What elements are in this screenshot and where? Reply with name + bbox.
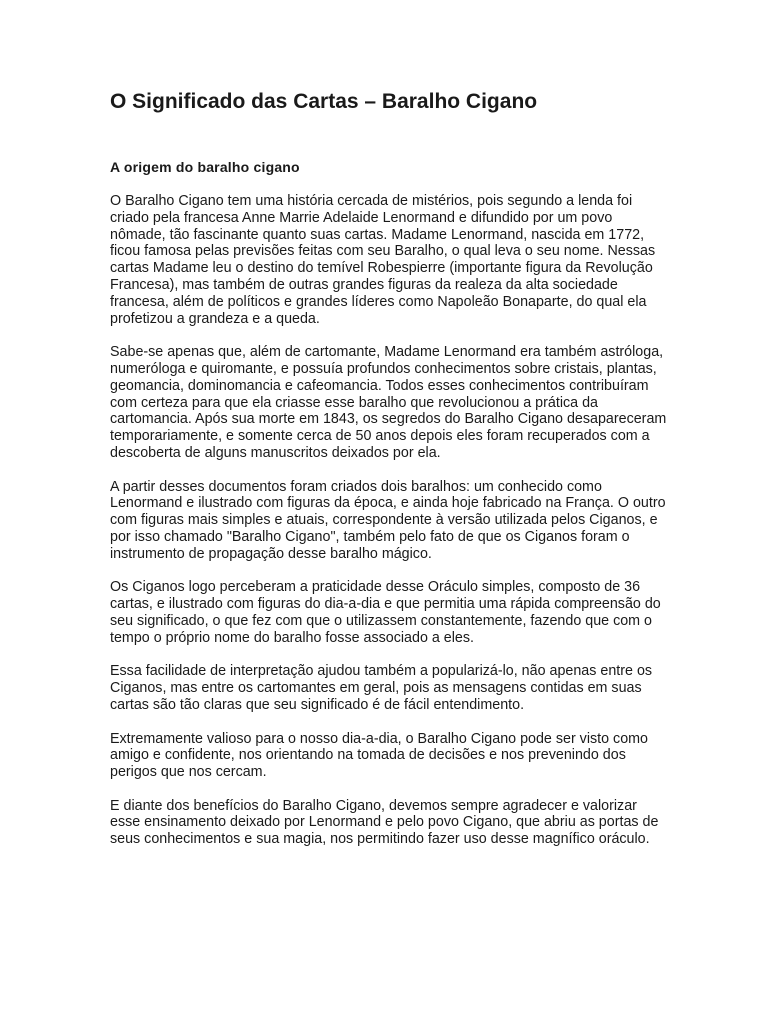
paragraph-two-decks: A partir desses documentos foram criados dois baralhos: um conhecido como Lenormand e ilustrado com figuras da época, e ainda hoje fabricado na França. O outro com figuras mais simples e atuais, correspondente à versão utilizada pelos Ciganos, e por isso chamado "Baralho Cigano", também pelo fato de que os Ciganos foram o instrumento de propagação desse baralho mágico. (110, 478, 666, 562)
section-heading: A origem do baralho cigano (110, 159, 300, 175)
document-title: O Significado das Cartas – Baralho Cigano (110, 90, 538, 113)
paragraph-origin: O Baralho Cigano tem uma história cercada de mistérios, pois segundo a lenda foi criado pela francesa Anne Marrie Adelaide Lenormand e difundido por um povo nômade, tão fascinante quanto suas cartas. Madame Lenormand, nascida em 1772, ficou famosa pelas previsões feitas com seu Baralho, o qual leva o seu nome. Nessas cartas Madame leu o destino do temível Robespierre (importante figura da Revolução Francesa), mas também de outras grandes figuras da realeza da alta sociedade francesa, além de políticos e grandes líderes como Napoleão Bonaparte, do qual ela profetizou a grandeza e a queda. (110, 193, 656, 327)
paragraph-value: Extremamente valioso para o nosso dia-a-dia, o Baralho Cigano pode ser visto como amigo e confidente, nos orientando na tomada de decisões e nos prevenindo dos perigos que nos cercam. (110, 730, 649, 781)
document-page (110, 88, 670, 848)
paragraph-gratitude: E diante dos benefícios do Baralho Cigano, devemos sempre agradecer e valorizar esse ensinamento deixado por Lenormand e pelo povo Cigano, que abriu as portas de seus conhecimentos e sua magia, nos permitindo fazer uso desse magnífico oráculo. (110, 797, 659, 848)
paragraph-lenormand-knowledge: Sabe-se apenas que, além de cartomante, Madame Lenormand era também astróloga, numeróloga e quiromante, e possuía profundos conhecimentos sobre cristais, plantas, geomancia, dominomancia e cafeomancia. Todos esses conhecimentos contribuíram com certeza para que ela criasse esse baralho que revolucionou a prática da cartomancia. Após sua morte em 1843, os segredos do Baralho Cigano desapareceram temporariamente, e somente cerca de 50 anos depois eles foram recuperados com a descoberta de alguns manuscritos deixados por ela. (110, 344, 667, 461)
paragraph-gypsies-practicality: Os Ciganos logo perceberam a praticidade desse Oráculo simples, composto de 36 cartas, e ilustrado com figuras do dia-a-dia e que permitia uma rápida compreensão do seu significado, o que fez com que o utilizassem constantemente, fazendo que com o tempo o próprio nome do baralho fosse associado a eles. (110, 579, 661, 646)
paragraph-popularization: Essa facilidade de interpretação ajudou também a popularizá-lo, não apenas entre os Ciganos, mas entre os cartomantes em geral, pois as mensagens contidas em suas cartas são tão claras que seu significado é de fácil entendimento. (110, 663, 653, 713)
